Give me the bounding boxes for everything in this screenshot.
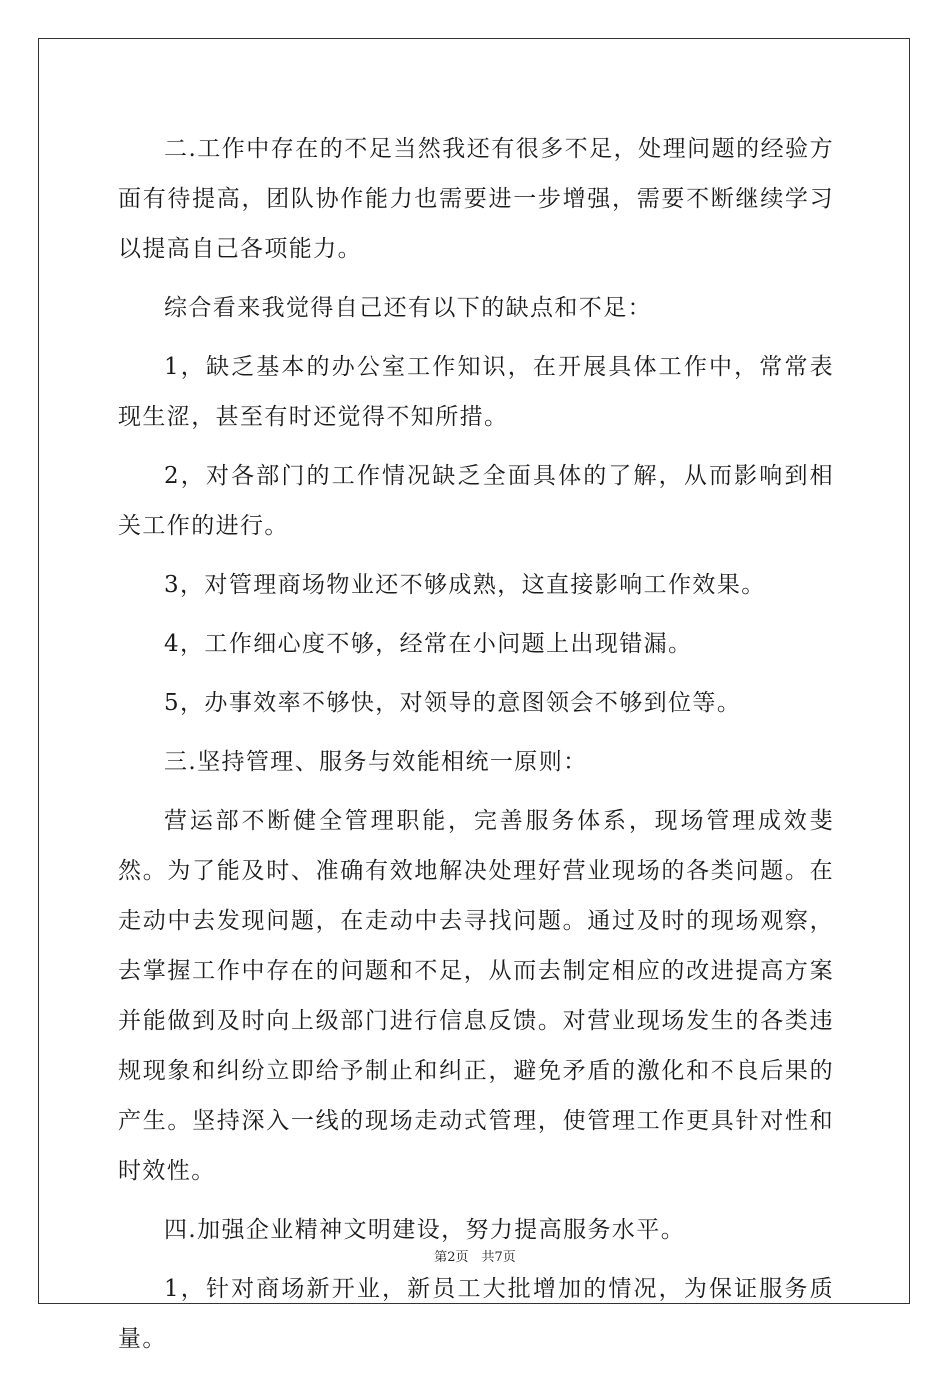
paragraph: 1，针对商场新开业，新员工大批增加的情况，为保证服务质量。 xyxy=(118,1276,834,1352)
paragraph: 二.工作中存在的不足当然我还有很多不足，处理问题的经验方面有待提高，团队协作能力也需要进一步增强，需要不断继续学习以提高自己各项能力。 xyxy=(118,136,834,262)
paragraph: 四.加强企业精神文明建设，努力提高服务水平。 xyxy=(164,1217,686,1243)
paragraph: 3，对管理商场物业还不够成熟，这直接影响工作效果。 xyxy=(164,572,766,598)
document-body xyxy=(118,124,834,1373)
paragraph: 营运部不断健全管理职能，完善服务体系，现场管理成效斐然。为了能及时、准确有效地解决处理好营业现场的各类问题。在走动中去发现问题，在走动中去寻找问题。通过及时的现场观察，去掌握工作中存在的问题和不足，从而去制定相应的改进提高方案并能做到及时向上级部门进行信息反馈。对营业现场发生的各类违规现象和纠纷立即给予制止和纠正，避免矛盾的激化和不良后果的产生。坚持深入一线的现场走动式管理，使管理工作更具针对性和时效性。 xyxy=(118,808,834,1184)
paragraph: 2，对各部门的工作情况缺乏全面具体的了解，从而影响到相关工作的进行。 xyxy=(118,463,834,539)
paragraph: 三.坚持管理、服务与效能相统一原则： xyxy=(164,749,588,775)
page-number: 第2页 共7页 xyxy=(434,1250,516,1265)
paragraph: 1，缺乏基本的办公室工作知识，在开展具体工作中，常常表现生涩，甚至有时还觉得不知所措。 xyxy=(118,354,834,430)
paragraph: 5，办事效率不够快，对领导的意图领会不够到位等。 xyxy=(164,690,742,716)
paragraph: 4，工作细心度不够，经常在小问题上出现错漏。 xyxy=(164,631,693,657)
paragraph: 综合看来我觉得自己还有以下的缺点和不足： xyxy=(164,295,652,321)
